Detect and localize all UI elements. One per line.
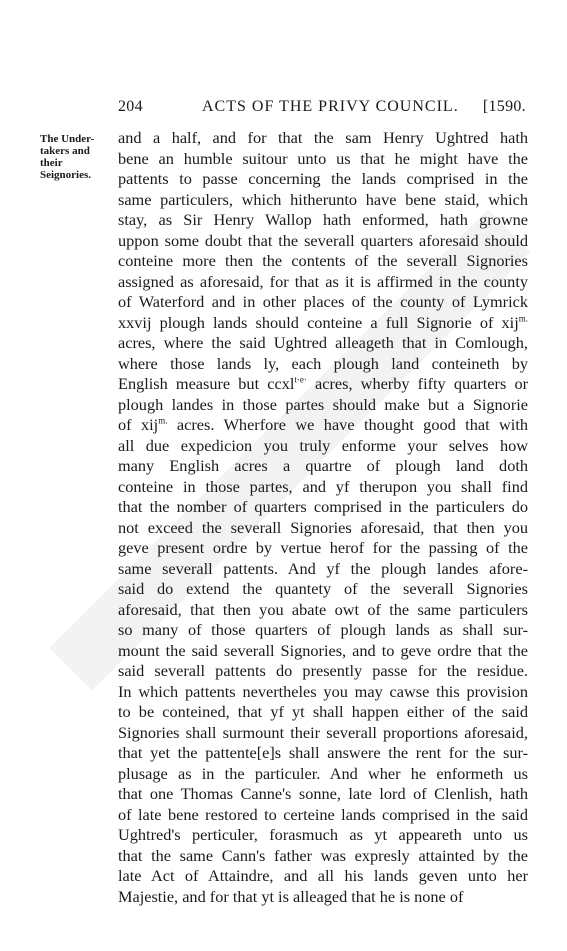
text-line: aforesaid, that then you abate owt of the same particulers	[118, 599, 528, 619]
main-text	[118, 128, 528, 907]
text-line	[118, 415, 528, 436]
text-line: In which pattents nevertheles you may cawse this provision	[118, 681, 528, 701]
text-line: plough landes in those partes should make but a Signorie	[118, 394, 528, 414]
margin-note-line: The Under-	[40, 133, 95, 145]
text-line	[118, 313, 528, 334]
text-segment: xxvij plough lands should conteine a full Signorie of xij	[118, 312, 519, 332]
superscript: m.	[158, 415, 168, 426]
text-line: where those lands ly, each plough land conteineth by	[118, 353, 528, 373]
text-line: not exceed the severall Signories aforesaid, that then you	[118, 517, 528, 537]
text-segment: English measure but ccxl	[118, 374, 295, 393]
text-line: same severall pattents. And yf the plough landes afore-	[118, 558, 528, 578]
running-title: ACTS OF THE PRIVY COUNCIL.	[202, 98, 459, 115]
text-line: uppon some doubt that the severall quarters aforesaid should	[118, 230, 528, 250]
text-segment: of xij	[118, 415, 159, 434]
superscript: t·e·	[294, 374, 307, 385]
text-line: that the nomber of quarters comprised in the particulers do	[118, 497, 528, 516]
text-line: said do extend the quantety of the severall Signories	[118, 579, 528, 598]
page-number: 204	[118, 98, 143, 115]
text-segment: acres, wherby fifty quarters or	[306, 374, 529, 393]
text-line: conteine more then the contents of the severall Signories	[118, 251, 528, 270]
text-line: so many of those quarters of plough lands as shall sur-	[118, 620, 528, 639]
text-line: bene an humble suitour unto us that he might have the	[118, 148, 528, 168]
text-line: geve present ordre by vertue herof for the passing of the	[118, 538, 528, 557]
text-line: plusage as in the particuler. And wher he enformeth us	[118, 763, 528, 783]
superscript: m.	[518, 313, 528, 324]
text-line: pattents to passe concerning the lands comprised in the	[118, 169, 528, 188]
running-header	[118, 98, 526, 120]
text-line: late Act of Attaindre, and all his lands geven unto her	[118, 866, 528, 885]
text-line: Ughtred's perticuler, forasmuch as yt appeareth unto us	[118, 825, 528, 844]
text-line: assigned as aforesaid, for that as it is affirmed in the county	[118, 271, 528, 291]
text-line: of late bene restored to certeine lands comprised in the said	[118, 804, 528, 824]
text-line: and a half, and for that the sam Henry Ughtred hath	[118, 128, 528, 147]
text-line: conteine in those partes, and yf therupon you shall find	[118, 476, 528, 496]
text-line: that one Thomas Canne's sonne, late lord of Clenlish, hath	[118, 784, 528, 803]
text-line	[118, 374, 528, 395]
text-line: that yet the pattente[e]s shall answere the rent for the sur-	[118, 743, 528, 762]
text-line: mount the said severall Signories, and to geve ordre that the	[118, 640, 528, 660]
margin-note-line: takers and	[40, 145, 90, 157]
text-segment: acres. Wherfore we have thought good that with	[167, 415, 528, 434]
text-line: acres, where the said Ughtred alleageth that in Comlough,	[118, 333, 528, 352]
text-line: same particulers, which hitherunto have bene staid, which	[118, 189, 528, 209]
margin-note-line: their	[40, 157, 63, 169]
text-line: that the same Cann's father was expresly attainted by the	[118, 845, 528, 865]
text-line: Majestie, and for that yt is alleaged that he is none of	[118, 886, 464, 906]
text-line: said severall pattents do presently passe for the residue.	[118, 661, 528, 680]
margin-note-line: Seignories.	[40, 169, 92, 181]
text-line: to be conteined, that yf yt shall happen either of the said	[118, 702, 528, 721]
text-line: many English acres a quartre of plough land doth	[118, 456, 528, 475]
text-line: all due expedicion you truly enforme your selves how	[118, 435, 528, 455]
text-line: stay, as Sir Henry Wallop hath enformed, hath growne	[118, 210, 528, 229]
margin-note	[40, 133, 114, 181]
text-line: Signories shall surmount their severall proportions aforesaid,	[118, 722, 528, 742]
header-year: [1590.	[482, 98, 526, 115]
text-line: of Waterford and in other places of the county of Lymrick	[118, 292, 528, 311]
